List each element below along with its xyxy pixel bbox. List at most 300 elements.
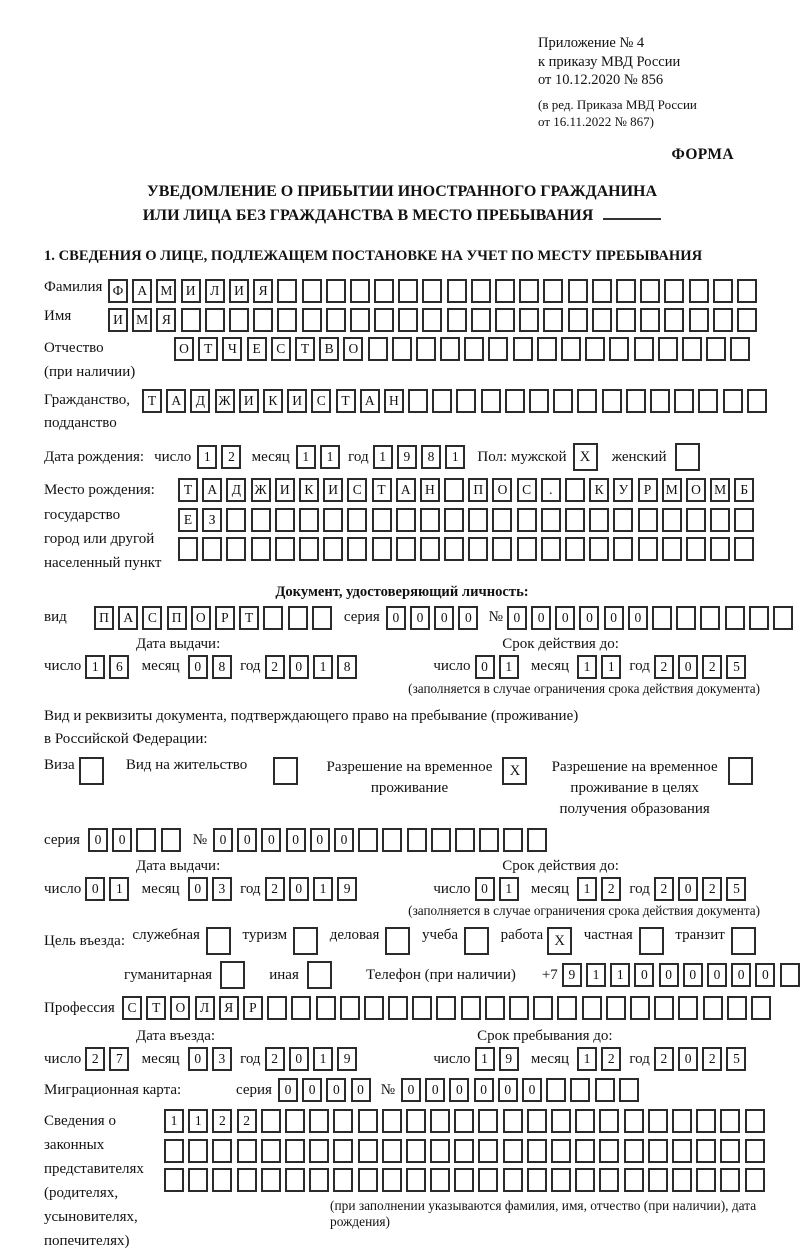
char-box[interactable] — [323, 537, 343, 561]
char-box[interactable]: Я — [253, 279, 273, 303]
char-box[interactable] — [537, 337, 557, 361]
char-box[interactable]: 0 — [289, 877, 309, 901]
char-box[interactable]: 9 — [337, 1047, 357, 1071]
char-box[interactable]: К — [263, 389, 283, 413]
char-box[interactable]: X — [547, 927, 572, 955]
char-box[interactable]: 0 — [474, 1078, 494, 1102]
char-box[interactable]: М — [132, 308, 152, 332]
char-box[interactable]: Т — [239, 606, 259, 630]
char-box[interactable] — [164, 1168, 184, 1192]
char-box[interactable] — [700, 606, 720, 630]
char-box[interactable] — [648, 1139, 668, 1163]
char-box[interactable] — [727, 996, 747, 1020]
char-box[interactable] — [551, 1109, 571, 1133]
char-box[interactable] — [675, 443, 700, 471]
char-box[interactable] — [432, 389, 452, 413]
char-box[interactable] — [468, 508, 488, 532]
char-box[interactable] — [527, 1109, 547, 1133]
char-box[interactable] — [589, 508, 609, 532]
char-box[interactable]: 1 — [313, 877, 333, 901]
char-box[interactable]: Т — [142, 389, 162, 413]
char-box[interactable] — [398, 279, 418, 303]
char-box[interactable]: 1 — [85, 655, 105, 679]
char-box[interactable]: 0 — [88, 828, 108, 852]
char-box[interactable]: 0 — [707, 963, 727, 987]
char-box[interactable] — [277, 308, 297, 332]
char-box[interactable] — [517, 508, 537, 532]
char-box[interactable] — [333, 1109, 353, 1133]
char-box[interactable] — [406, 1139, 426, 1163]
char-box[interactable] — [302, 279, 322, 303]
char-box[interactable]: Ж — [215, 389, 235, 413]
char-box[interactable] — [609, 337, 629, 361]
char-box[interactable] — [229, 308, 249, 332]
char-box[interactable] — [503, 1168, 523, 1192]
char-box[interactable]: 2 — [654, 877, 674, 901]
char-box[interactable] — [261, 1139, 281, 1163]
char-box[interactable] — [364, 996, 384, 1020]
char-box[interactable] — [212, 1168, 232, 1192]
char-box[interactable] — [407, 828, 427, 852]
char-box[interactable] — [575, 1168, 595, 1192]
char-box[interactable] — [178, 537, 198, 561]
char-box[interactable]: 1 — [499, 877, 519, 901]
char-box[interactable] — [220, 961, 245, 989]
char-box[interactable]: 5 — [726, 877, 746, 901]
char-box[interactable] — [372, 508, 392, 532]
char-box[interactable]: 0 — [326, 1078, 346, 1102]
char-box[interactable]: 1 — [475, 1047, 495, 1071]
char-box[interactable]: 0 — [498, 1078, 518, 1102]
char-box[interactable] — [468, 537, 488, 561]
char-box[interactable] — [577, 389, 597, 413]
char-box[interactable] — [326, 308, 346, 332]
char-box[interactable]: 1 — [601, 655, 621, 679]
char-box[interactable]: И — [275, 478, 295, 502]
char-box[interactable] — [626, 389, 646, 413]
char-box[interactable] — [263, 606, 283, 630]
char-box[interactable] — [624, 1109, 644, 1133]
char-box[interactable]: М — [662, 478, 682, 502]
char-box[interactable]: Е — [178, 508, 198, 532]
char-box[interactable]: Ф — [108, 279, 128, 303]
char-box[interactable] — [505, 389, 525, 413]
char-box[interactable] — [650, 389, 670, 413]
char-box[interactable] — [436, 996, 456, 1020]
char-box[interactable]: 0 — [386, 606, 406, 630]
char-box[interactable]: 0 — [112, 828, 132, 852]
char-box[interactable]: 0 — [683, 963, 703, 987]
char-box[interactable]: 0 — [678, 877, 698, 901]
char-box[interactable] — [737, 279, 757, 303]
char-box[interactable] — [382, 1168, 402, 1192]
char-box[interactable] — [728, 757, 753, 785]
char-box[interactable] — [551, 1168, 571, 1192]
char-box[interactable] — [624, 1139, 644, 1163]
char-box[interactable] — [396, 537, 416, 561]
char-box[interactable]: 1 — [499, 655, 519, 679]
char-box[interactable] — [686, 508, 706, 532]
char-box[interactable] — [388, 996, 408, 1020]
char-box[interactable] — [188, 1139, 208, 1163]
char-box[interactable] — [261, 1168, 281, 1192]
char-box[interactable] — [602, 389, 622, 413]
char-box[interactable] — [568, 279, 588, 303]
char-box[interactable] — [447, 308, 467, 332]
char-box[interactable]: 2 — [221, 445, 241, 469]
char-box[interactable] — [358, 1109, 378, 1133]
char-box[interactable]: 7 — [109, 1047, 129, 1071]
char-box[interactable] — [455, 828, 475, 852]
char-box[interactable] — [720, 1139, 740, 1163]
char-box[interactable]: К — [589, 478, 609, 502]
char-box[interactable]: 0 — [555, 606, 575, 630]
char-box[interactable] — [226, 508, 246, 532]
char-box[interactable] — [589, 537, 609, 561]
char-box[interactable] — [406, 1109, 426, 1133]
char-box[interactable]: А — [118, 606, 138, 630]
char-box[interactable]: 1 — [296, 445, 316, 469]
char-box[interactable]: Д — [190, 389, 210, 413]
char-box[interactable] — [444, 537, 464, 561]
char-box[interactable] — [747, 389, 767, 413]
char-box[interactable]: 2 — [265, 877, 285, 901]
char-box[interactable] — [251, 537, 271, 561]
char-box[interactable] — [481, 389, 501, 413]
char-box[interactable] — [237, 1139, 257, 1163]
char-box[interactable]: И — [181, 279, 201, 303]
char-box[interactable]: Т — [336, 389, 356, 413]
char-box[interactable]: 9 — [562, 963, 582, 987]
char-box[interactable] — [456, 389, 476, 413]
char-box[interactable]: 2 — [212, 1109, 232, 1133]
char-box[interactable] — [713, 279, 733, 303]
char-box[interactable]: 8 — [337, 655, 357, 679]
char-box[interactable]: Н — [420, 478, 440, 502]
char-box[interactable]: 1 — [197, 445, 217, 469]
char-box[interactable] — [273, 757, 298, 785]
char-box[interactable]: 0 — [289, 1047, 309, 1071]
char-box[interactable]: 0 — [334, 828, 354, 852]
char-box[interactable]: 5 — [726, 655, 746, 679]
char-box[interactable] — [639, 927, 664, 955]
char-box[interactable]: А — [360, 389, 380, 413]
char-box[interactable]: 6 — [109, 655, 129, 679]
char-box[interactable] — [619, 1078, 639, 1102]
char-box[interactable] — [527, 828, 547, 852]
char-box[interactable] — [275, 508, 295, 532]
char-box[interactable] — [382, 1109, 402, 1133]
char-box[interactable]: 0 — [604, 606, 624, 630]
char-box[interactable]: 9 — [499, 1047, 519, 1071]
char-box[interactable]: А — [202, 478, 222, 502]
char-box[interactable] — [543, 279, 563, 303]
char-box[interactable] — [412, 996, 432, 1020]
char-box[interactable] — [672, 1139, 692, 1163]
char-box[interactable]: 0 — [425, 1078, 445, 1102]
char-box[interactable]: 1 — [373, 445, 393, 469]
char-box[interactable] — [519, 308, 539, 332]
char-box[interactable] — [495, 279, 515, 303]
char-box[interactable] — [420, 508, 440, 532]
char-box[interactable] — [464, 927, 489, 955]
char-box[interactable] — [533, 996, 553, 1020]
char-box[interactable] — [471, 279, 491, 303]
char-box[interactable]: Т — [178, 478, 198, 502]
char-box[interactable] — [527, 1168, 547, 1192]
char-box[interactable] — [517, 537, 537, 561]
char-box[interactable] — [406, 1168, 426, 1192]
char-box[interactable] — [161, 828, 181, 852]
char-box[interactable] — [444, 508, 464, 532]
char-box[interactable]: 0 — [188, 877, 208, 901]
char-box[interactable] — [575, 1109, 595, 1133]
char-box[interactable]: У — [613, 478, 633, 502]
char-box[interactable]: П — [94, 606, 114, 630]
char-box[interactable]: И — [287, 389, 307, 413]
char-box[interactable] — [662, 508, 682, 532]
char-box[interactable]: О — [191, 606, 211, 630]
char-box[interactable] — [312, 606, 332, 630]
char-box[interactable] — [495, 308, 515, 332]
char-box[interactable] — [326, 279, 346, 303]
char-box[interactable] — [582, 996, 602, 1020]
char-box[interactable]: Т — [295, 337, 315, 361]
char-box[interactable]: 0 — [731, 963, 751, 987]
char-box[interactable] — [347, 508, 367, 532]
char-box[interactable]: 5 — [726, 1047, 746, 1071]
char-box[interactable] — [703, 996, 723, 1020]
char-box[interactable]: 0 — [628, 606, 648, 630]
char-box[interactable] — [340, 996, 360, 1020]
char-box[interactable] — [780, 963, 800, 987]
char-box[interactable]: 1 — [188, 1109, 208, 1133]
char-box[interactable] — [561, 337, 581, 361]
char-box[interactable] — [689, 308, 709, 332]
char-box[interactable]: 0 — [507, 606, 527, 630]
char-box[interactable] — [689, 279, 709, 303]
char-box[interactable]: И — [108, 308, 128, 332]
char-box[interactable] — [212, 1139, 232, 1163]
char-box[interactable] — [350, 308, 370, 332]
char-box[interactable] — [440, 337, 460, 361]
char-box[interactable] — [323, 508, 343, 532]
char-box[interactable] — [461, 996, 481, 1020]
char-box[interactable] — [543, 308, 563, 332]
char-box[interactable] — [299, 537, 319, 561]
char-box[interactable] — [277, 279, 297, 303]
char-box[interactable] — [253, 308, 273, 332]
char-box[interactable] — [638, 537, 658, 561]
char-box[interactable] — [731, 927, 756, 955]
char-box[interactable]: X — [573, 443, 598, 471]
char-box[interactable]: 9 — [397, 445, 417, 469]
char-box[interactable]: С — [271, 337, 291, 361]
char-box[interactable] — [519, 279, 539, 303]
char-box[interactable] — [749, 606, 769, 630]
char-box[interactable] — [634, 337, 654, 361]
char-box[interactable]: Б — [734, 478, 754, 502]
char-box[interactable] — [606, 996, 626, 1020]
char-box[interactable] — [751, 996, 771, 1020]
char-box[interactable] — [492, 537, 512, 561]
char-box[interactable] — [358, 828, 378, 852]
char-box[interactable] — [309, 1109, 329, 1133]
char-box[interactable]: Р — [215, 606, 235, 630]
char-box[interactable]: Р — [243, 996, 263, 1020]
char-box[interactable] — [557, 996, 577, 1020]
char-box[interactable]: 1 — [313, 655, 333, 679]
char-box[interactable]: Л — [205, 279, 225, 303]
char-box[interactable]: 9 — [337, 877, 357, 901]
char-box[interactable] — [420, 537, 440, 561]
char-box[interactable] — [503, 828, 523, 852]
char-box[interactable] — [613, 508, 633, 532]
char-box[interactable] — [392, 337, 412, 361]
char-box[interactable]: 0 — [458, 606, 478, 630]
char-box[interactable] — [237, 1168, 257, 1192]
char-box[interactable] — [624, 1168, 644, 1192]
char-box[interactable] — [454, 1168, 474, 1192]
char-box[interactable]: 0 — [213, 828, 233, 852]
char-box[interactable] — [630, 996, 650, 1020]
char-box[interactable]: П — [468, 478, 488, 502]
char-box[interactable]: 1 — [313, 1047, 333, 1071]
char-box[interactable]: X — [502, 757, 527, 785]
char-box[interactable] — [205, 308, 225, 332]
char-box[interactable]: 2 — [702, 1047, 722, 1071]
char-box[interactable] — [416, 337, 436, 361]
char-box[interactable] — [454, 1139, 474, 1163]
char-box[interactable] — [672, 1168, 692, 1192]
char-box[interactable] — [568, 308, 588, 332]
char-box[interactable]: 0 — [475, 877, 495, 901]
char-box[interactable]: 2 — [237, 1109, 257, 1133]
char-box[interactable] — [478, 1168, 498, 1192]
char-box[interactable] — [720, 1168, 740, 1192]
char-box[interactable] — [592, 279, 612, 303]
char-box[interactable] — [565, 537, 585, 561]
char-box[interactable] — [654, 996, 674, 1020]
char-box[interactable] — [382, 1139, 402, 1163]
char-box[interactable]: 1 — [445, 445, 465, 469]
char-box[interactable]: 0 — [237, 828, 257, 852]
char-box[interactable] — [478, 1109, 498, 1133]
char-box[interactable]: Р — [638, 478, 658, 502]
char-box[interactable] — [267, 996, 287, 1020]
char-box[interactable] — [734, 508, 754, 532]
char-box[interactable] — [299, 508, 319, 532]
char-box[interactable] — [358, 1168, 378, 1192]
char-box[interactable]: 1 — [577, 877, 597, 901]
char-box[interactable] — [698, 389, 718, 413]
char-box[interactable] — [444, 478, 464, 502]
char-box[interactable] — [136, 828, 156, 852]
char-box[interactable] — [471, 308, 491, 332]
char-box[interactable] — [79, 757, 104, 785]
char-box[interactable]: О — [174, 337, 194, 361]
char-box[interactable]: Ж — [251, 478, 271, 502]
char-box[interactable] — [374, 308, 394, 332]
char-box[interactable] — [285, 1139, 305, 1163]
char-box[interactable]: 1 — [109, 877, 129, 901]
char-box[interactable] — [541, 537, 561, 561]
char-box[interactable]: 0 — [310, 828, 330, 852]
char-box[interactable] — [745, 1168, 765, 1192]
char-box[interactable]: И — [229, 279, 249, 303]
char-box[interactable] — [422, 308, 442, 332]
char-box[interactable] — [565, 508, 585, 532]
char-box[interactable] — [447, 279, 467, 303]
char-box[interactable]: 0 — [410, 606, 430, 630]
char-box[interactable]: 2 — [601, 1047, 621, 1071]
char-box[interactable] — [638, 508, 658, 532]
char-box[interactable]: И — [323, 478, 343, 502]
char-box[interactable] — [585, 337, 605, 361]
char-box[interactable]: . — [541, 478, 561, 502]
char-box[interactable] — [640, 279, 660, 303]
char-box[interactable] — [431, 828, 451, 852]
char-box[interactable] — [664, 279, 684, 303]
char-box[interactable] — [599, 1109, 619, 1133]
char-box[interactable] — [478, 1139, 498, 1163]
char-box[interactable] — [686, 537, 706, 561]
char-box[interactable]: 0 — [678, 1047, 698, 1071]
char-box[interactable] — [488, 337, 508, 361]
char-box[interactable]: Д — [226, 478, 246, 502]
char-box[interactable]: Т — [146, 996, 166, 1020]
char-box[interactable] — [613, 537, 633, 561]
char-box[interactable]: 8 — [421, 445, 441, 469]
char-box[interactable]: П — [167, 606, 187, 630]
char-box[interactable] — [422, 279, 442, 303]
char-box[interactable] — [565, 478, 585, 502]
char-box[interactable]: 0 — [531, 606, 551, 630]
char-box[interactable]: 1 — [577, 1047, 597, 1071]
char-box[interactable]: К — [299, 478, 319, 502]
char-box[interactable]: А — [166, 389, 186, 413]
char-box[interactable] — [616, 308, 636, 332]
char-box[interactable] — [682, 337, 702, 361]
char-box[interactable] — [164, 1139, 184, 1163]
char-box[interactable]: 0 — [434, 606, 454, 630]
char-box[interactable]: 0 — [579, 606, 599, 630]
char-box[interactable]: 2 — [702, 877, 722, 901]
char-box[interactable] — [396, 508, 416, 532]
char-box[interactable] — [672, 1109, 692, 1133]
char-box[interactable]: С — [311, 389, 331, 413]
char-box[interactable] — [551, 1139, 571, 1163]
char-box[interactable] — [368, 337, 388, 361]
char-box[interactable] — [570, 1078, 590, 1102]
char-box[interactable] — [734, 537, 754, 561]
char-box[interactable] — [696, 1109, 716, 1133]
char-box[interactable] — [575, 1139, 595, 1163]
char-box[interactable]: 0 — [659, 963, 679, 987]
char-box[interactable] — [181, 308, 201, 332]
char-box[interactable] — [309, 1139, 329, 1163]
char-box[interactable] — [226, 537, 246, 561]
char-box[interactable]: О — [492, 478, 512, 502]
char-box[interactable] — [706, 337, 726, 361]
char-box[interactable] — [730, 337, 750, 361]
char-box[interactable]: 2 — [265, 655, 285, 679]
char-box[interactable]: С — [122, 996, 142, 1020]
char-box[interactable] — [696, 1139, 716, 1163]
char-box[interactable]: Я — [156, 308, 176, 332]
char-box[interactable] — [385, 927, 410, 955]
char-box[interactable]: 1 — [164, 1109, 184, 1133]
